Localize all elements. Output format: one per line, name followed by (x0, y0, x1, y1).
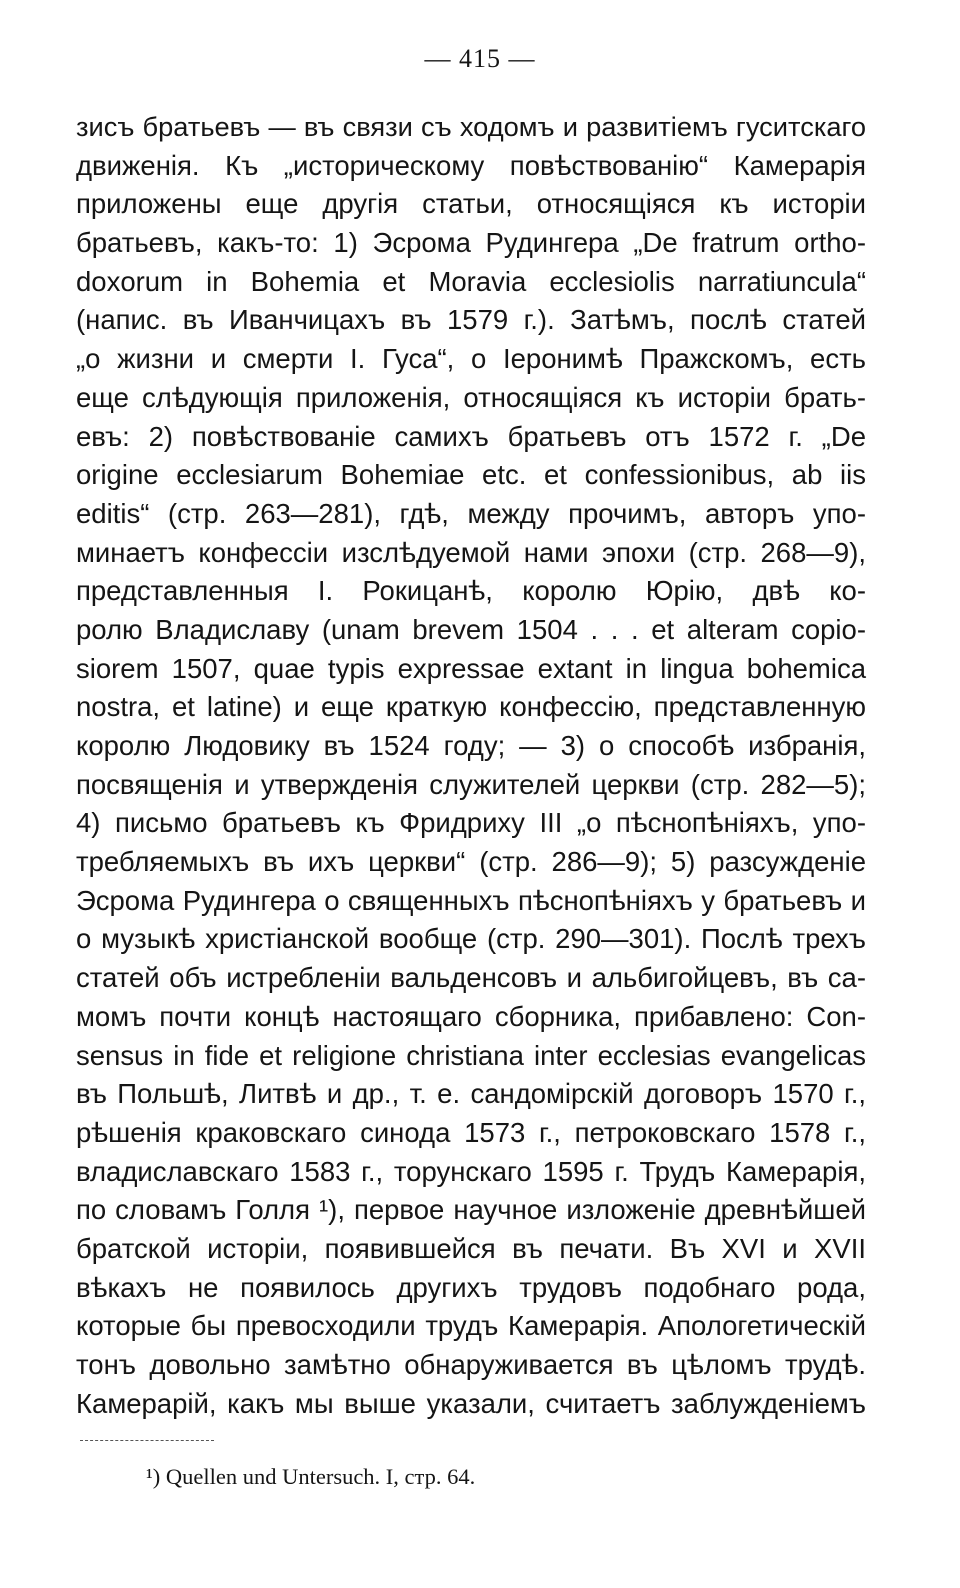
text-line: въ Польшѣ, Литвѣ и др., т. е. сандомірскій договоръ 1570 г., (76, 1078, 866, 1110)
text-line: еще слѣдующія приложенія, относящіяся къ исторіи брать- (76, 381, 866, 413)
text-line: рѣшенія краковскаго синода 1573 г., петроковскаго 1578 г., (76, 1116, 866, 1148)
text-line: siorem 1507, quae typis expressae extant in lingua bohemica (76, 652, 866, 684)
text-line: требляемыхъ въ ихъ церкви“ (стр. 286—9); 5) разсужденіе (76, 846, 866, 878)
text-line: представленныя І. Рокицанѣ, королю Юрію, двѣ ко- (76, 575, 866, 607)
text-line: евъ: 2) повѣствованіе самихъ братьевъ отъ 1572 г. „De (76, 420, 866, 452)
text-line: editis“ (стр. 263—281), гдѣ, между прочимъ, авторъ упо- (76, 497, 866, 529)
text-line: движенія. Къ „историческому повѣствованію“ Камерарія (76, 149, 866, 181)
text-line: братьевъ, какъ-то: 1) Эсрома Рудингера „De fratrum ortho- (76, 227, 866, 259)
text-line: о музыкѣ христіанской вообще (стр. 290—301). Послѣ трехъ (76, 923, 866, 955)
text-line: по словамъ Голля ¹), первое научное изложеніе древнѣйшей (76, 1194, 866, 1226)
page-number: — 415 — (424, 44, 536, 73)
text-line: посвященія и утвержденія служителей церкви (стр. 282—5); (76, 768, 866, 800)
footnote: ¹) Quellen und Untersuch. I, стр. 64. (146, 1464, 476, 1489)
text-line: владиславскаго 1583 г., торунскаго 1595 г. Трудъ Камерарія, (76, 1155, 866, 1187)
text-line: момъ почти концѣ настоящаго сборника, прибавлено: Con- (76, 1000, 866, 1032)
text-line: „о жизни и смерти І. Гуса“, о Іеронимѣ Пражскомъ, есть (76, 343, 866, 375)
text-line: королю Людовику въ 1524 году; — 3) о способѣ избранія, (76, 730, 866, 761)
text-line: зисъ братьевъ — въ связи съ ходомъ и развитіемъ гуситскаго (76, 111, 866, 142)
text-line: ролю Владиславу (unam brevem 1504 . . . et alteram copio- (76, 613, 866, 645)
footnote-divider (80, 1440, 214, 1441)
body-text (76, 108, 866, 1423)
text-line: Эсрома Рудингера о священныхъ пѣснопѣніяхъ у братьевъ и (76, 884, 866, 916)
text-line: doxorum in Bohemia et Moravia ecclesiolis narratiuncula“ (76, 265, 866, 297)
text-line: origine ecclesiarum Bohemiae etc. et confessionibus, ab iis (76, 459, 866, 491)
text-line: тонъ довольно замѣтно обнаруживается въ цѣломъ трудѣ. (76, 1349, 866, 1380)
text-line: nostra, et latine) и еще краткую конфессію, представленную (76, 691, 866, 723)
text-line: вѣкахъ не появилось другихъ трудовъ подобнаго рода, (76, 1271, 866, 1303)
text-line: минаетъ конфессіи изслѣдуемой нами эпохи (стр. 268—9), (76, 536, 866, 568)
text-line: sensus in fide et religione christiana inter ecclesias evangelicas (76, 1039, 866, 1071)
text-line: которые бы превосходили трудъ Камерарія. Апологетическій (76, 1310, 866, 1342)
text-line: братской исторіи, появившейся въ печати. Въ XVI и XVII (76, 1232, 866, 1264)
text-line: Камерарій, какъ мы выше указали, считаетъ заблужденіемъ (76, 1387, 866, 1419)
text-line: (напис. въ Иванчицахъ въ 1579 г.). Затѣмъ, послѣ статей (76, 304, 866, 336)
text-line: приложены еще другія статьи, относящіяся къ исторіи (76, 188, 866, 220)
text-line: 4) письмо братьевъ къ Фридриху III „о пѣснопѣніяхъ, упо- (76, 807, 866, 839)
text-line: статей объ истребленіи вальденсовъ и альбигойцевъ, въ са- (76, 962, 866, 994)
